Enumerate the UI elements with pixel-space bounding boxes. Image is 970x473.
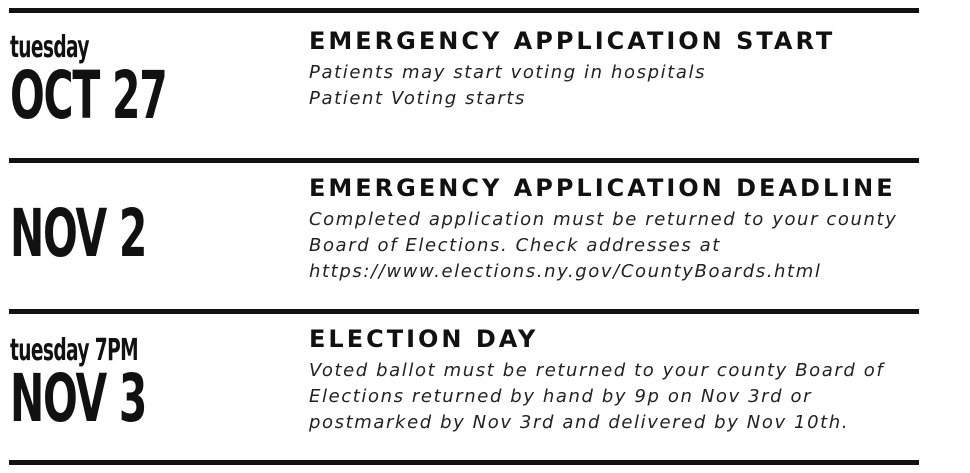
event-content [309,326,919,436]
event-row-application-deadline [0,163,970,309]
event-day: tuesday [10,30,89,65]
event-description: Patients may start voting in hospitals Patient Voting starts [309,61,707,109]
event-title: EMERGENCY APPLICATION START [309,27,836,55]
event-content [309,175,919,285]
event-date-block [10,195,230,272]
event-description: Completed application must be returned to your county Board of Elections. Check addresses at https://www.elections.ny.gov/CountyBoards.html [309,208,898,282]
event-row-election-day [0,314,970,460]
event-content [309,28,919,112]
divider-bottom [9,460,919,465]
event-day: tuesday 7PM [10,333,138,368]
event-date: NOV 2 [10,195,147,272]
event-date: NOV 3 [10,360,147,437]
event-title: EMERGENCY APPLICATION DEADLINE [309,174,896,202]
event-date-block [10,333,230,437]
event-date: OCT 27 [10,57,167,134]
event-row-application-start [0,13,970,158]
event-date-block [10,30,262,134]
event-description: Voted ballot must be returned to your county Board of Elections returned by hand by 9p on Nov 3rd or postmarked by Nov 3rd and delivered by Nov 10th. [309,359,885,433]
event-title: ELECTION DAY [309,325,539,353]
